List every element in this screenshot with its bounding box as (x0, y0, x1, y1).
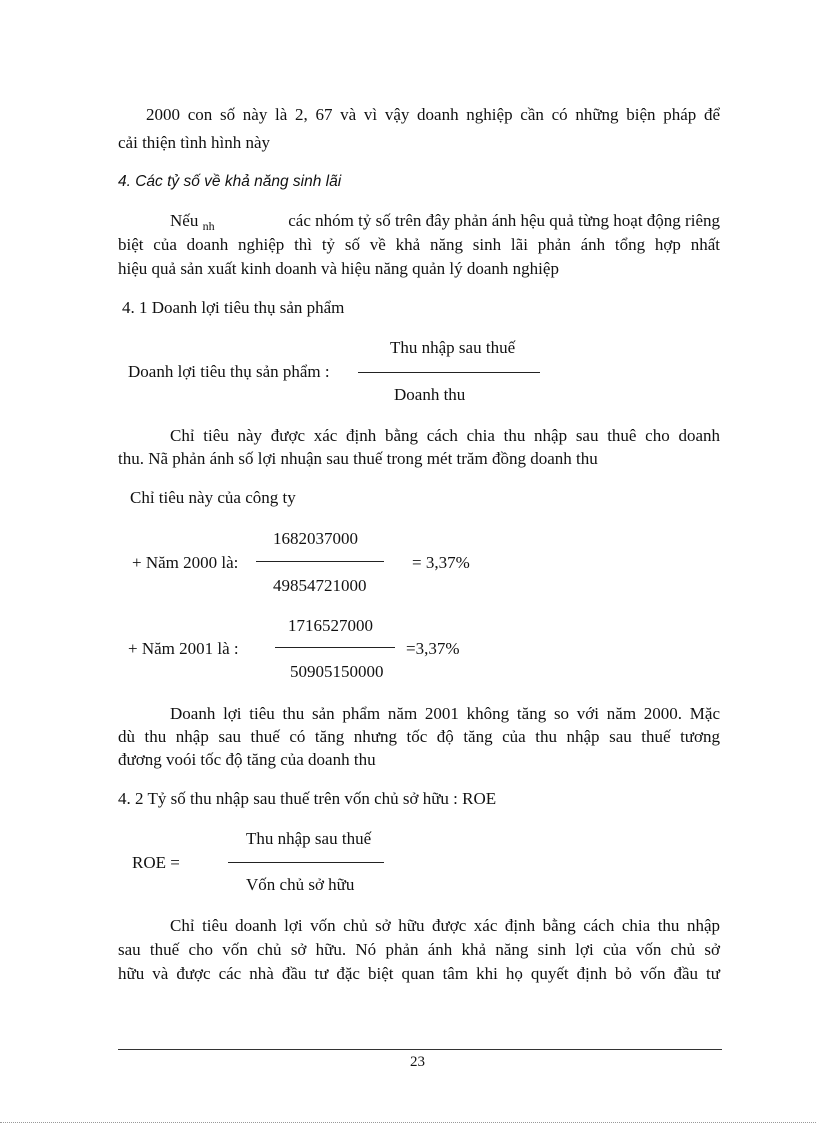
company-label: Chỉ tiêu này của công ty (130, 488, 296, 507)
paragraph-line (170, 209, 720, 234)
formula-numerator: 1682037000 (273, 529, 358, 548)
formula-numerator: Thu nhập sau thuế (390, 338, 516, 357)
fraction-line (256, 561, 384, 562)
formula-denominator: Vốn chủ sở hữu (246, 875, 355, 894)
footer-rule (118, 1049, 722, 1050)
subsection-heading: 4. 2 Tỷ số thu nhập sau thuế trên vốn chủ sở hữu : ROE (118, 789, 497, 808)
formula-label: ROE = (132, 853, 180, 872)
formula-result: =3,37% (406, 639, 460, 658)
formula-result: = 3,37% (412, 553, 470, 572)
subsection-heading: 4. 1 Doanh lợi tiêu thụ sản phẩm (122, 298, 345, 317)
paragraph-line: Chỉ tiêu doanh lợi vốn chủ sở hữu được xác định bằng cách chia thu nhập (170, 916, 720, 935)
page-number: 23 (410, 1054, 425, 1070)
paragraph-line: hữu và được các nhà đầu tư đặc biệt quan tâm khi họ quyết định bỏ vốn đầu tư (118, 964, 720, 983)
paragraph-line: hiệu quả sản xuất kinh doanh và hiệu năng quản lý doanh nghiệp (118, 259, 559, 278)
paragraph-line: Chỉ tiêu này được xác định bằng cách chia thu nhập sau thuê cho doanh (170, 426, 720, 445)
fraction-line (275, 647, 395, 648)
formula-label: Doanh lợi tiêu thụ sản phẩm : (128, 362, 330, 381)
formula-numerator: 1716527000 (288, 616, 373, 635)
formula-denominator: Doanh thu (394, 385, 466, 404)
paragraph-line: sau thuế cho vốn chủ sở hữu. Nó phản ánh khả năng sinh lợi của vốn chủ sở (118, 940, 720, 959)
paragraph-line: thu. Nã phản ánh số lợi nhuận sau thuế trong mét trăm đồng doanh thu (118, 449, 598, 468)
formula-numerator: Thu nhập sau thuế (246, 829, 372, 848)
paragraph-line: đương voói tốc độ tăng của doanh thu (118, 750, 376, 769)
paragraph-line: 2000 con số này là 2, 67 và vì vậy doanh nghiệp cần có những biện pháp để (146, 105, 720, 124)
paragraph-line: biệt của doanh nghiệp thì tỷ số về khả năng sinh lãi phản ánh tổng hợp nhất (118, 235, 720, 254)
paragraph-line: dù thu nhập sau thuế có tăng nhưng tốc độ tăng của thu nhập sau thuế tương (118, 727, 720, 746)
formula-denominator: 49854721000 (273, 576, 367, 595)
paragraph-word: Nếu $_{nh}$ (170, 211, 215, 233)
paragraph-text: các nhóm tỷ số trên đây phản ánh hệu quả từng hoạt động riêng (288, 211, 720, 230)
fraction-line (228, 862, 384, 863)
paragraph-line: Doanh lợi tiêu thu sản phẩm năm 2001 không tăng so với năm 2000. Mặc (170, 704, 720, 723)
fraction-line (358, 372, 540, 373)
formula-denominator: 50905150000 (290, 662, 384, 681)
stray-fragment: nh (202, 219, 215, 233)
section-heading: 4. Các tỷ số về khả năng sinh lãi (118, 173, 342, 190)
paragraph-line: cải thiện tình hình này (118, 133, 271, 152)
year-label: + Năm 2001 là : (128, 639, 239, 658)
year-label: + Năm 2000 là: (132, 553, 239, 572)
